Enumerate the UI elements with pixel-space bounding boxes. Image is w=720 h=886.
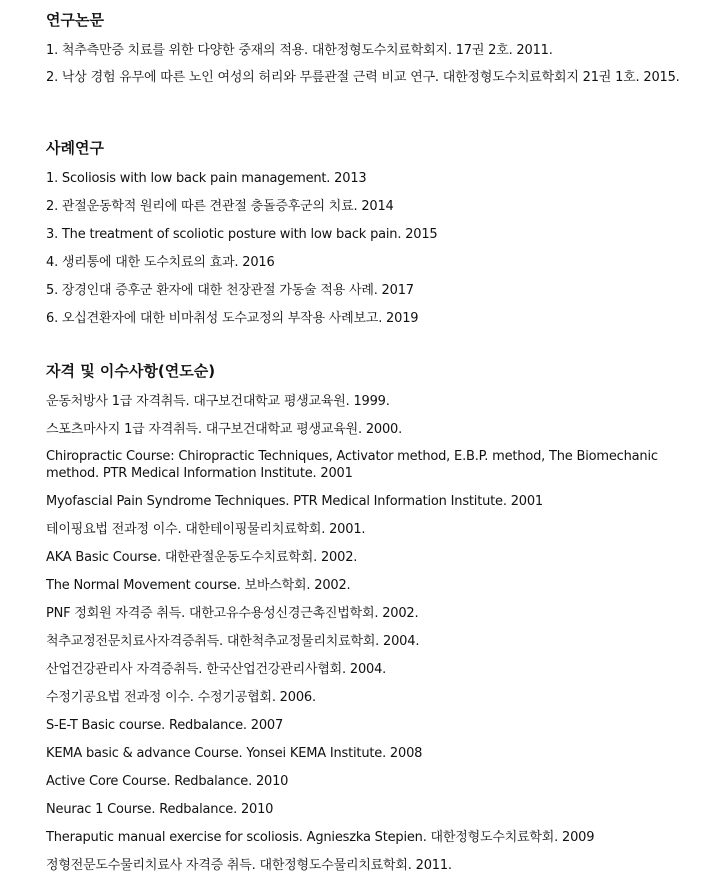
list-item	[46, 387, 686, 415]
cert-item-6: AKA Basic Course. 대한관절운동도수치료학회. 2002.	[46, 549, 358, 565]
list-item	[46, 443, 686, 487]
list-item	[46, 851, 686, 879]
list-item	[46, 164, 686, 192]
research-papers-list	[46, 36, 686, 110]
case-item-3: 3. The treatment of scoliotic posture with low back pain. 2015	[46, 226, 438, 242]
list-item	[46, 655, 686, 683]
list-item	[46, 515, 686, 543]
cert-item-12: S-E-T Basic course. Redbalance. 2007	[46, 717, 284, 733]
section-title-research-papers: 연구논문	[46, 11, 104, 29]
case-studies-list	[46, 164, 686, 332]
list-item	[46, 36, 686, 64]
case-item-6: 6. 오십견환자에 대한 비마취성 도수교정의 부작용 사례보고. 2019	[46, 310, 419, 326]
cert-item-4: Myofascial Pain Syndrome Techniques. PTR Medical Information Institute. 2001	[46, 493, 543, 509]
cert-item-11: 수정기공요법 전과정 이수. 수정기공협회. 2006.	[46, 689, 316, 705]
list-item	[46, 248, 686, 276]
cert-item-16: Theraputic manual exercise for scoliosis. Agnieszka Stepien. 대한정형도수치료학회. 2009	[46, 829, 595, 845]
section-title-certifications: 자격 및 이수사항(연도순)	[46, 362, 216, 380]
paper-item-1: 1. 척추측만증 치료를 위한 다양한 중재의 적용. 대한정형도수치료학회지. 17권 2호. 2011.	[46, 42, 553, 58]
list-item	[46, 599, 686, 627]
cert-item-17: 정형전문도수물리치료사 자격증 취득. 대한정형도수물리치료학회. 2011.	[46, 857, 452, 873]
cert-item-3: Chiropractic Course: Chiropractic Techniques, Activator method, E.B.P. method, The Biomechanic method. PTR Medical Information Institute. 2001	[46, 449, 658, 481]
list-item	[46, 220, 686, 248]
section-research-papers	[46, 8, 686, 110]
section-case-studies	[46, 136, 686, 332]
case-item-5: 5. 장경인대 증후군 환자에 대한 천장관절 가동술 적용 사례. 2017	[46, 282, 414, 298]
list-item	[46, 571, 686, 599]
list-item	[46, 823, 686, 851]
cert-item-7: The Normal Movement course. 보바스학회. 2002.	[46, 577, 351, 593]
case-item-2: 2. 관절운동학적 원리에 따른 견관절 충돌증후군의 치료. 2014	[46, 198, 394, 214]
cert-item-9: 척추교정전문치료사자격증취득. 대한척추교정물리치료학회. 2004.	[46, 633, 420, 649]
list-item	[46, 192, 686, 220]
list-item	[46, 64, 686, 110]
section-certifications	[46, 359, 686, 879]
cert-item-8: PNF 정회원 자격증 취득. 대한고유수용성신경근촉진법학회. 2002.	[46, 605, 419, 621]
list-item	[46, 711, 686, 739]
list-item	[46, 276, 686, 304]
cert-item-13: KEMA basic & advance Course. Yonsei KEMA Institute. 2008	[46, 745, 423, 761]
paper-item-2: 2. 낙상 경험 유무에 따른 노인 여성의 허리와 무릎관절 근력 비교 연구. 대한정형도수치료학회지 21권 1호. 2015.	[46, 70, 680, 85]
case-item-4: 4. 생리통에 대한 도수치료의 효과. 2016	[46, 254, 275, 270]
list-item	[46, 767, 686, 795]
list-item	[46, 415, 686, 443]
list-item	[46, 487, 686, 515]
section-title-case-studies: 사례연구	[46, 139, 104, 157]
list-item	[46, 627, 686, 655]
cert-item-10: 산업건강관리사 자격증취득. 한국산업건강관리사협회. 2004.	[46, 661, 387, 677]
cert-item-15: Neurac 1 Course. Redbalance. 2010	[46, 801, 274, 817]
list-item	[46, 795, 686, 823]
cert-item-5: 테이핑요법 전과정 이수. 대한테이핑물리치료학회. 2001.	[46, 521, 366, 537]
cert-item-1: 운동처방사 1급 자격취득. 대구보건대학교 평생교육원. 1999.	[46, 393, 390, 409]
list-item	[46, 739, 686, 767]
certifications-list	[46, 387, 686, 879]
list-item	[46, 543, 686, 571]
cert-item-14: Active Core Course. Redbalance. 2010	[46, 773, 289, 789]
list-item	[46, 304, 686, 332]
case-item-1: 1. Scoliosis with low back pain management. 2013	[46, 170, 367, 186]
list-item	[46, 683, 686, 711]
cert-item-2: 스포츠마사지 1급 자격취득. 대구보건대학교 평생교육원. 2000.	[46, 421, 403, 437]
